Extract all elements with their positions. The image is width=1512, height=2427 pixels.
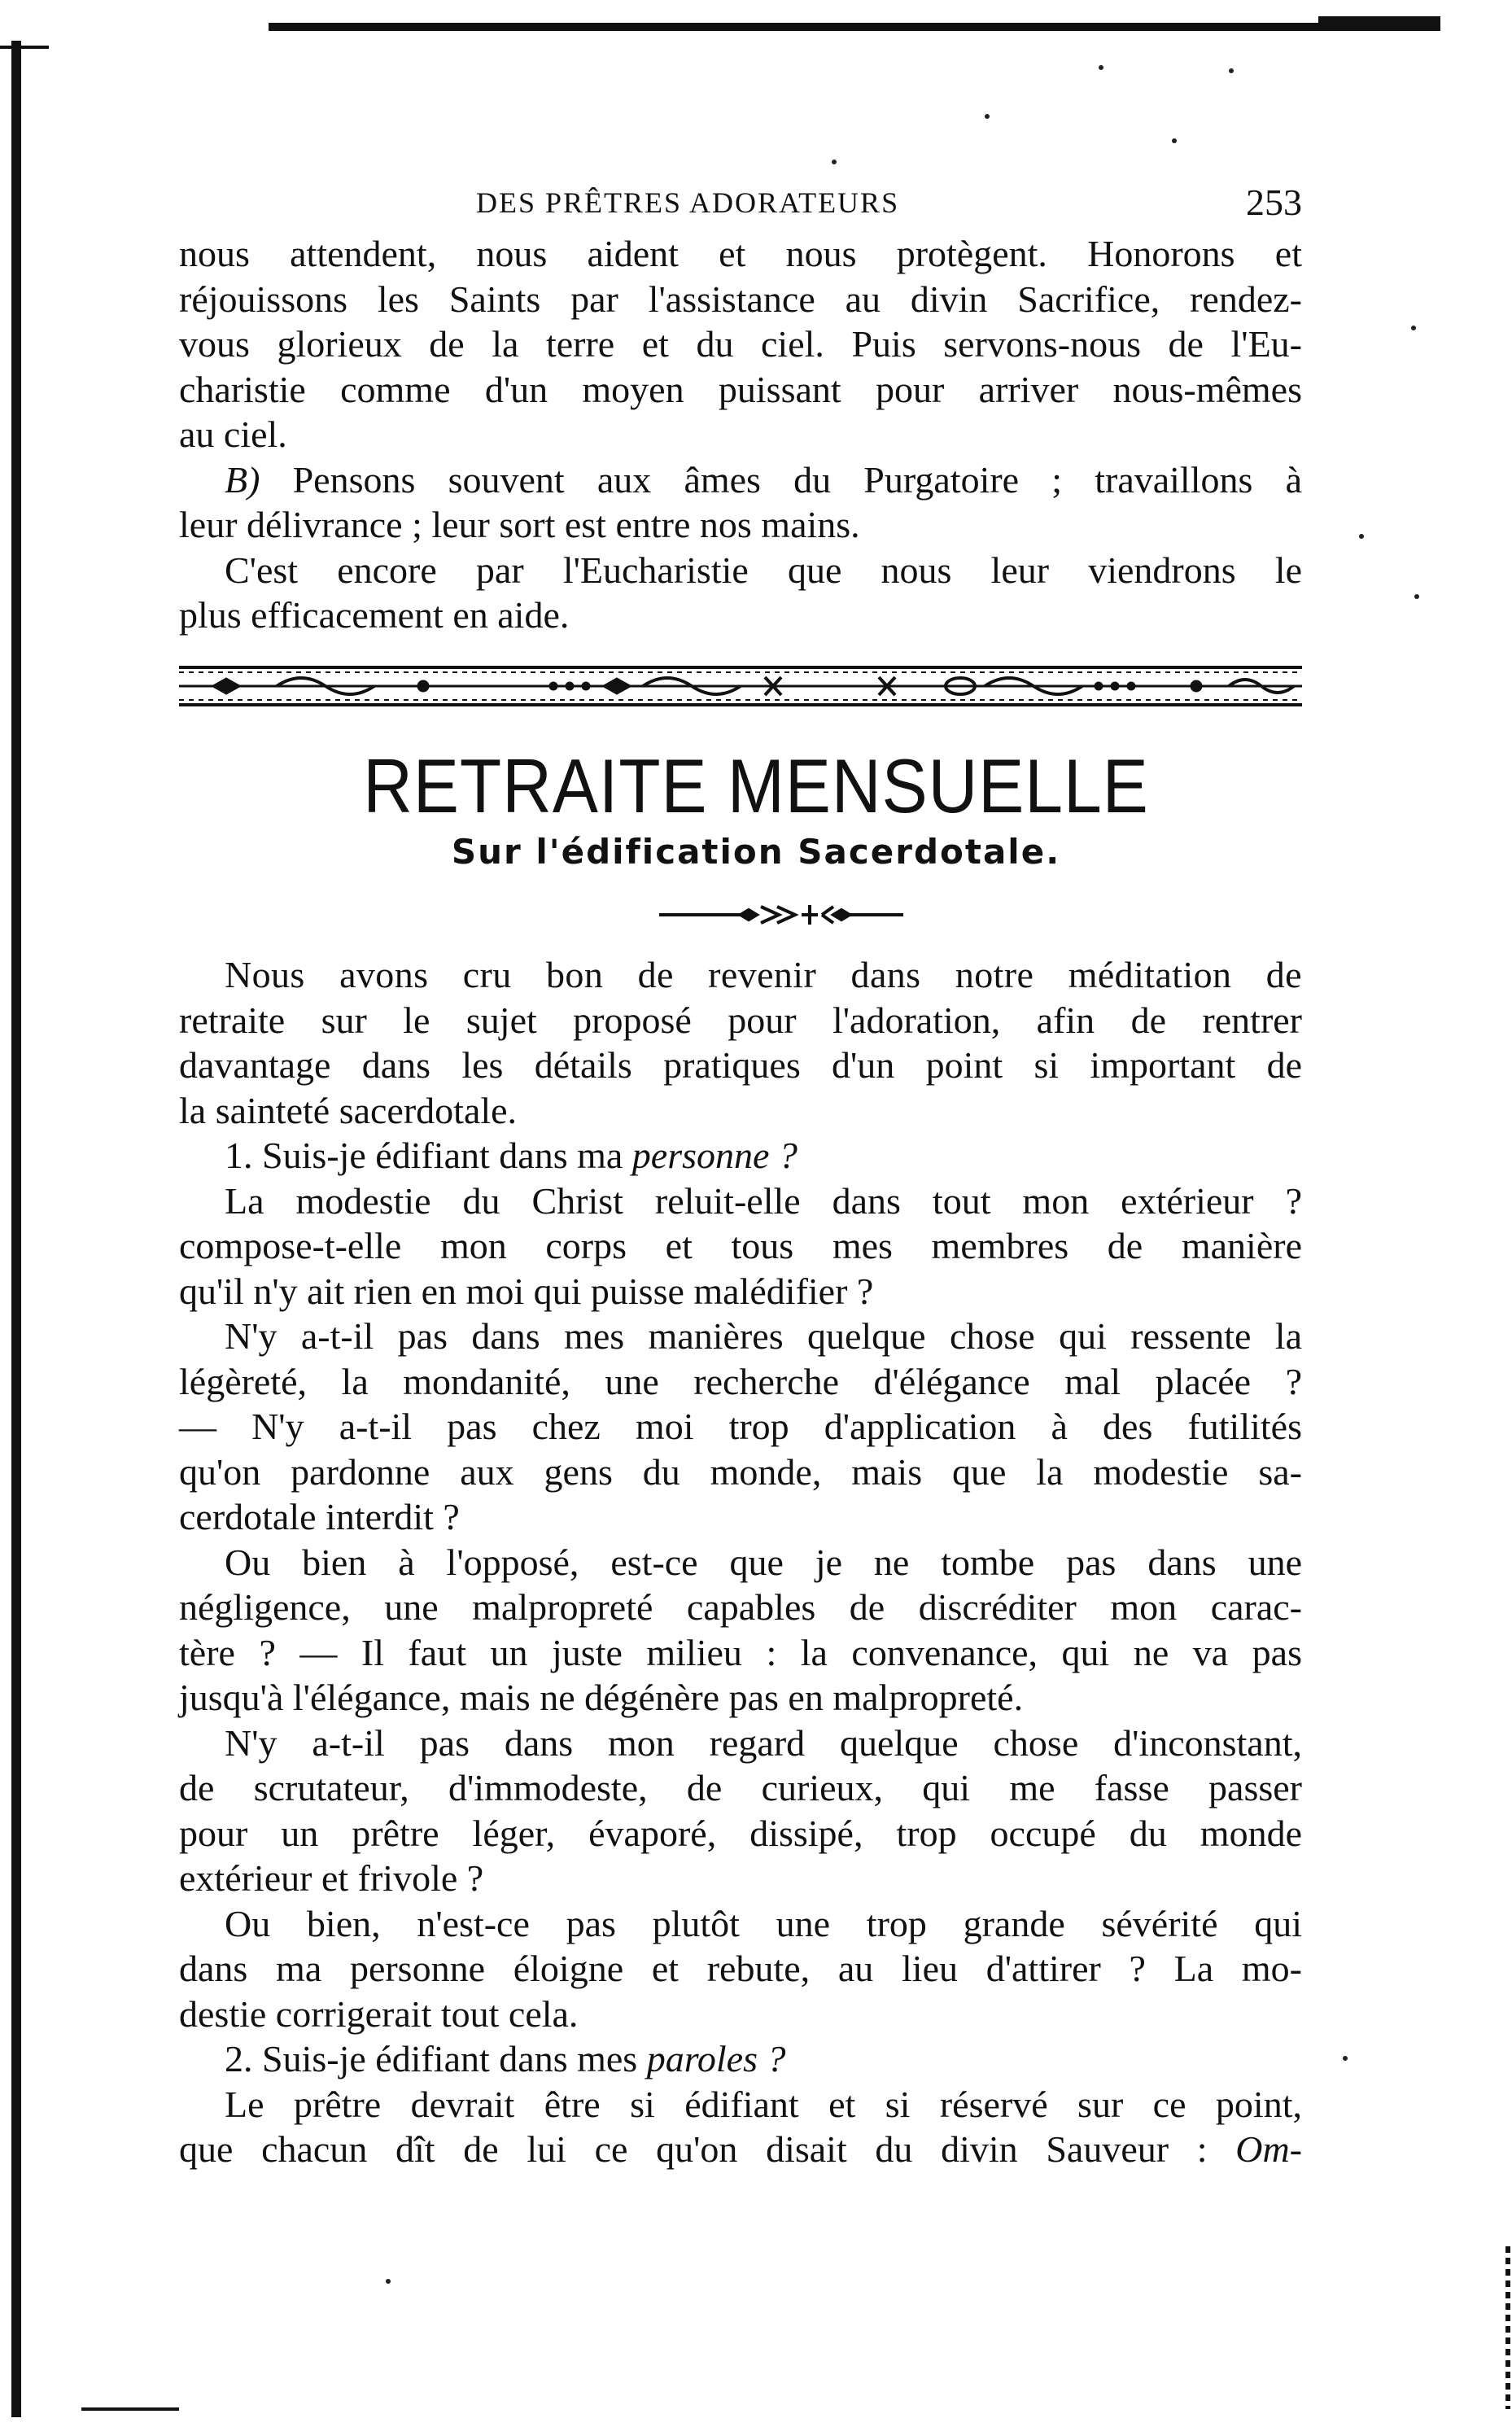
scan-bottom-mark bbox=[81, 2407, 179, 2411]
question-keyword: paroles ? bbox=[646, 2038, 786, 2079]
text-line: leur délivrance ; leur sort est entre nos mains. bbox=[179, 504, 860, 545]
text-line: davantage dans les détails pratiques d'un point si important de bbox=[179, 1044, 1302, 1086]
text-line: jusqu'à l'élégance, mais ne dégénère pas en malpropreté. bbox=[179, 1677, 1024, 1718]
text-line: réjouissons les Saints par l'assistance au divin Sacrifice, rendez- bbox=[179, 278, 1302, 320]
continued-text bbox=[179, 231, 1302, 638]
scan-top-edge bbox=[269, 23, 1440, 31]
text-line: B) Pensons souvent aux âmes du Purgatoire ; travaillons à bbox=[225, 458, 1302, 501]
text-line: pour un prêtre léger, évaporé, dissipé, trop occupé du monde bbox=[179, 1812, 1302, 1854]
text-line: Le prêtre devrait être si édifiant et si réservé sur ce point, bbox=[225, 2083, 1302, 2125]
text-line: — N'y a-t-il pas chez moi trop d'application à des futilités bbox=[179, 1406, 1302, 1447]
scan-speck bbox=[386, 2279, 391, 2284]
text-line: légèreté, la mondanité, une recherche d'élégance mal placée ? bbox=[179, 1360, 1302, 1402]
text-line: qu'on pardonne aux gens du monde, mais que la modestie sa- bbox=[179, 1450, 1302, 1493]
text-line: Ou bien à l'opposé, est-ce que je ne tombe pas dans une bbox=[225, 1541, 1302, 1583]
running-title: DES PRÊTRES ADORATEURS bbox=[476, 186, 900, 219]
scan-speck bbox=[1172, 138, 1177, 143]
text-line: N'y a-t-il pas dans mes manières quelque chose qui ressente la bbox=[225, 1315, 1302, 1357]
meditation-text bbox=[179, 952, 1302, 2172]
chapter-title: RETRAITE MENSUELLE bbox=[363, 743, 1149, 829]
text-line: au ciel. bbox=[179, 413, 287, 455]
scan-left-edge bbox=[11, 41, 21, 2417]
decorative-ornament-band bbox=[179, 661, 1302, 711]
text-line: retraite sur le sujet proposé pour l'adoration, afin de rentrer bbox=[179, 999, 1302, 1041]
text-line: cerdotale interdit ? bbox=[179, 1496, 460, 1537]
text-line: plus efficacement en aide. bbox=[179, 594, 570, 636]
scan-left-tick bbox=[0, 46, 49, 49]
text-line: dans ma personne éloigne et rebute, au lieu d'attirer ? La mo- bbox=[179, 1948, 1302, 1989]
chapter-subtitle: Sur l'édification Sacerdotale. bbox=[451, 832, 1061, 872]
text-line: tère ? — Il faut un juste milieu : la convenance, qui ne va pas bbox=[179, 1631, 1302, 1673]
text-line: C'est encore par l'Eucharistie que nous leur viendrons le bbox=[225, 549, 1302, 591]
text-line: nous attendent, nous aident et nous protègent. Honorons et bbox=[179, 233, 1302, 274]
text-line: destie corrigerait tout cela. bbox=[179, 1992, 579, 2035]
scan-speck bbox=[1359, 534, 1364, 539]
scan-speck bbox=[1343, 2056, 1348, 2061]
text-line: La modestie du Christ reluit-elle dans tout mon extérieur ? bbox=[225, 1179, 1302, 1222]
text-line: charistie comme d'un moyen puissant pour arriver nous-mêmes bbox=[179, 368, 1302, 410]
question-keyword: personne ? bbox=[631, 1135, 798, 1176]
text-line: Nous avons cru bon de revenir dans notre méditation de bbox=[225, 954, 1302, 995]
text-line: Ou bien, n'est-ce pas plutôt une trop grande sévérité qui bbox=[225, 1902, 1302, 1944]
scan-speck bbox=[985, 114, 990, 119]
running-header bbox=[179, 181, 1302, 231]
text-line: N'y a-t-il pas dans mon regard quelque chose d'inconstant, bbox=[225, 1721, 1302, 1764]
scan-speck bbox=[1414, 594, 1419, 599]
scan-speck bbox=[1411, 326, 1416, 330]
scan-speck bbox=[1099, 65, 1103, 70]
question-heading: 2. Suis-je édifiant dans mes paroles ? bbox=[225, 2038, 786, 2079]
text-line: la sainteté sacerdotale. bbox=[179, 1089, 518, 1131]
section-marker: B) bbox=[225, 458, 260, 501]
text-line: de scrutateur, d'immodeste, de curieux, qui me fasse passer bbox=[179, 1767, 1302, 1808]
scan-speck bbox=[1229, 68, 1234, 73]
text-line: vous glorieux de la terre et du ciel. Puis servons-nous de l'Eu- bbox=[179, 323, 1302, 365]
text-line: qu'il n'y ait rien en moi qui puisse malédifier ? bbox=[179, 1270, 874, 1312]
question-heading: 1. Suis-je édifiant dans ma personne ? bbox=[225, 1135, 798, 1176]
page-number: 253 bbox=[1246, 181, 1302, 223]
text-line: que chacun dît de lui ce qu'on disait du divin Sauveur : Om- bbox=[179, 2128, 1302, 2170]
text-line: négligence, une malpropreté capables de discréditer mon carac- bbox=[179, 1586, 1302, 1628]
text-line: extérieur et frivole ? bbox=[179, 1857, 484, 1899]
hyphenated-word: Om- bbox=[1235, 2128, 1302, 2170]
text-line: compose-t-elle mon corps et tous mes membres de manière bbox=[179, 1225, 1302, 1266]
scan-speck bbox=[832, 160, 837, 164]
section-divider-ornament bbox=[659, 899, 903, 931]
scan-right-marks bbox=[1505, 2246, 1510, 2409]
